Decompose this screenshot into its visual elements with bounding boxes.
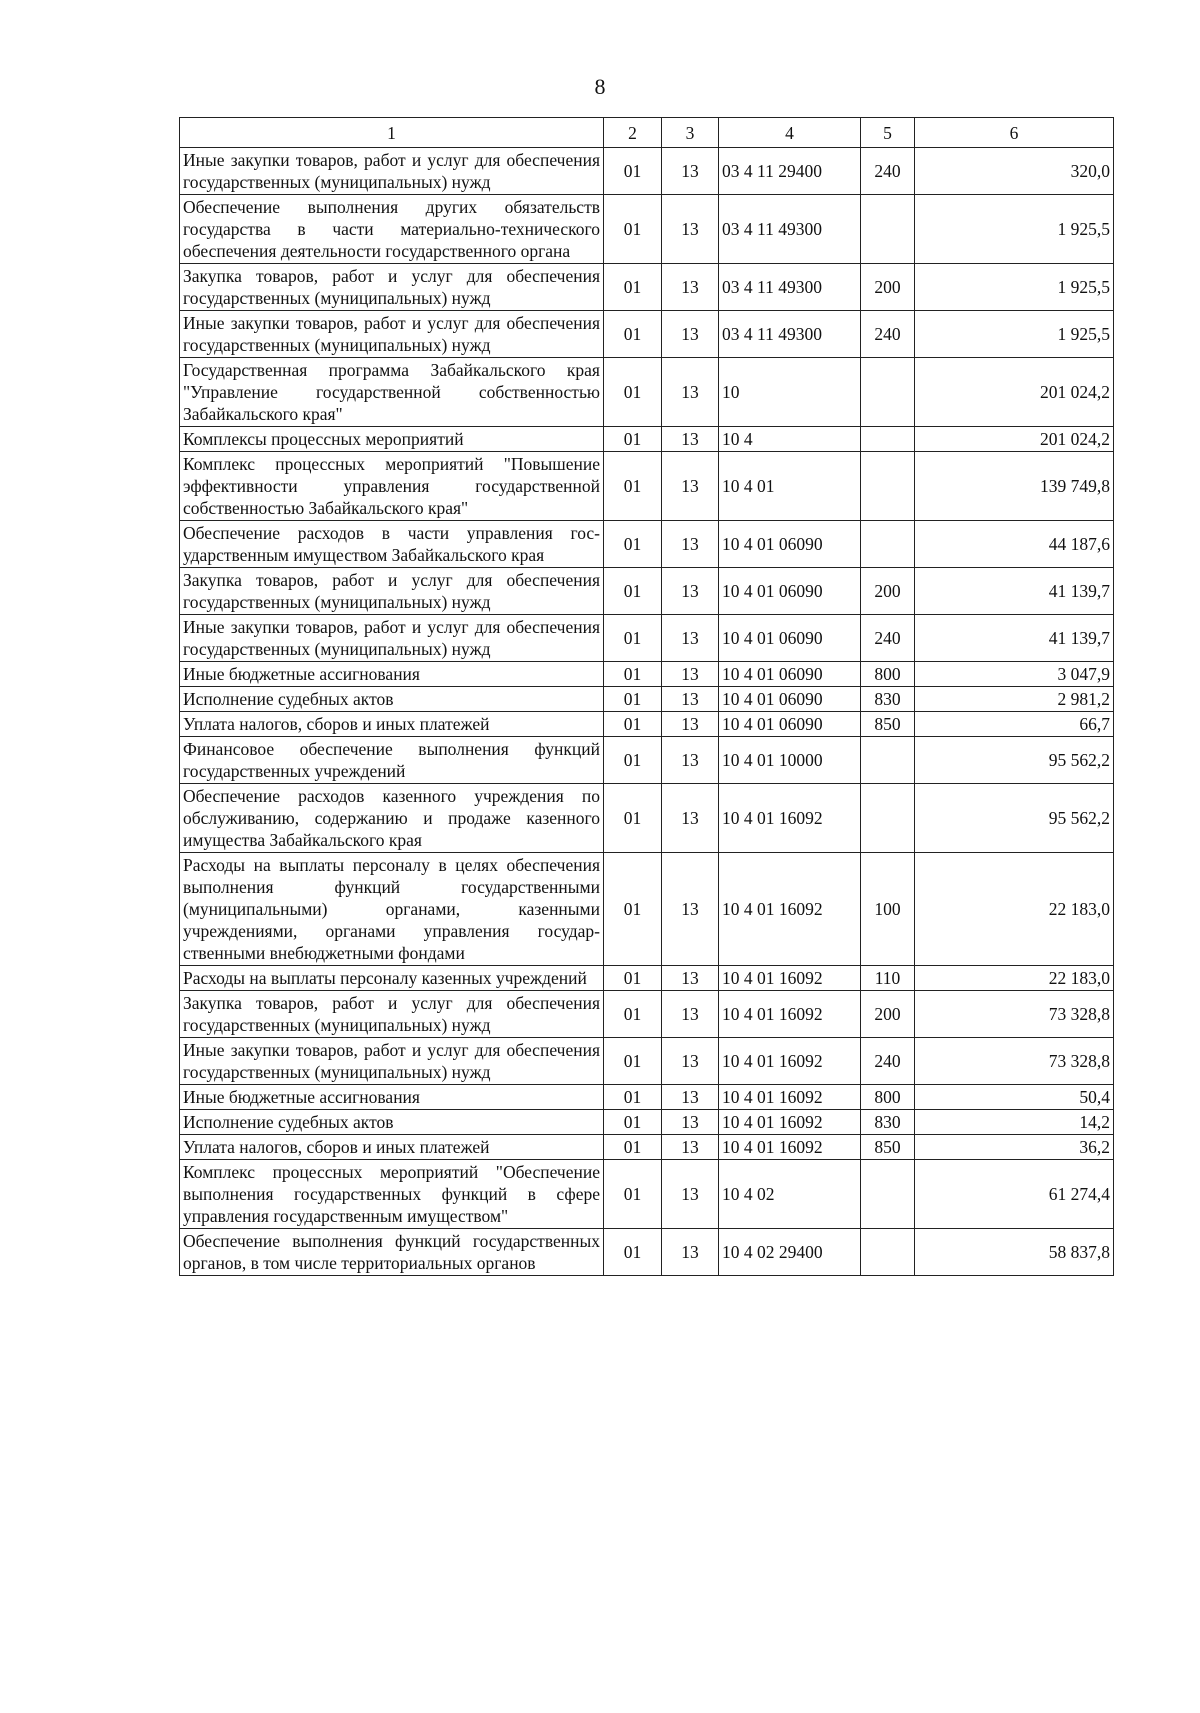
table-row (180, 568, 1114, 615)
amount-cell: 201 024,2 (915, 427, 1114, 452)
amount-cell: 44 187,6 (915, 521, 1114, 568)
section-code-cell: 01 (604, 853, 662, 966)
amount-cell: 22 183,0 (915, 966, 1114, 991)
expense-type-cell (861, 1229, 915, 1276)
section-code-cell: 01 (604, 1135, 662, 1160)
section-code-cell: 01 (604, 966, 662, 991)
table-row (180, 311, 1114, 358)
target-article-cell: 10 4 01 16092 (719, 1085, 861, 1110)
column-header-2: 2 (604, 118, 662, 148)
table-row (180, 1229, 1114, 1276)
amount-cell: 1 925,5 (915, 311, 1114, 358)
table-row (180, 1135, 1114, 1160)
target-article-cell: 10 4 01 (719, 452, 861, 521)
subsection-code-cell: 13 (662, 1110, 719, 1135)
expense-type-cell: 830 (861, 687, 915, 712)
section-code-cell: 01 (604, 784, 662, 853)
expense-type-cell: 100 (861, 853, 915, 966)
expense-type-cell: 830 (861, 1110, 915, 1135)
expense-type-cell: 200 (861, 991, 915, 1038)
expense-type-cell (861, 427, 915, 452)
row-name-cell: Государственная программа Забайкальского края "Управление государственной собственностью Забайкальского края" (180, 358, 604, 427)
subsection-code-cell: 13 (662, 737, 719, 784)
subsection-code-cell: 13 (662, 853, 719, 966)
target-article-cell: 10 4 01 06090 (719, 615, 861, 662)
subsection-code-cell: 13 (662, 195, 719, 264)
section-code-cell: 01 (604, 737, 662, 784)
amount-cell: 1 925,5 (915, 195, 1114, 264)
header-row (180, 118, 1114, 148)
expense-type-cell: 240 (861, 311, 915, 358)
table-row (180, 1110, 1114, 1135)
section-code-cell: 01 (604, 148, 662, 195)
section-code-cell: 01 (604, 452, 662, 521)
target-article-cell: 10 4 01 06090 (719, 568, 861, 615)
table-header (180, 118, 1114, 148)
row-name-cell: Финансовое обеспечение выполнения функций государственных учреждений (180, 737, 604, 784)
target-article-cell: 03 4 11 49300 (719, 264, 861, 311)
target-article-cell: 10 4 01 06090 (719, 662, 861, 687)
subsection-code-cell: 13 (662, 712, 719, 737)
budget-table (179, 117, 1114, 1276)
table-row (180, 784, 1114, 853)
amount-cell: 36,2 (915, 1135, 1114, 1160)
section-code-cell: 01 (604, 991, 662, 1038)
row-name-cell: Расходы на выплаты персоналу казенных учреждений (180, 966, 604, 991)
table-row (180, 991, 1114, 1038)
target-article-cell: 10 4 01 06090 (719, 521, 861, 568)
subsection-code-cell: 13 (662, 662, 719, 687)
expense-type-cell: 200 (861, 568, 915, 615)
amount-cell: 1 925,5 (915, 264, 1114, 311)
subsection-code-cell: 13 (662, 784, 719, 853)
row-name-cell: Обеспечение выполнения других обязательств государства в части материально-технического обеспечения деятельности государственного органа (180, 195, 604, 264)
table-row (180, 1038, 1114, 1085)
row-name-cell: Закупка товаров, работ и услуг для обеспечения государственных (муниципальных) нужд (180, 568, 604, 615)
expense-type-cell (861, 1160, 915, 1229)
row-name-cell: Иные бюджетные ассигнования (180, 1085, 604, 1110)
subsection-code-cell: 13 (662, 311, 719, 358)
row-name-cell: Комплекс процессных мероприятий "Обеспечение выполнения государственных функций в сфере управления государственным имуществом" (180, 1160, 604, 1229)
target-article-cell: 10 4 01 16092 (719, 1135, 861, 1160)
expense-type-cell: 850 (861, 1135, 915, 1160)
section-code-cell: 01 (604, 1160, 662, 1229)
column-header-6: 6 (915, 118, 1114, 148)
expense-type-cell: 240 (861, 1038, 915, 1085)
expense-type-cell (861, 452, 915, 521)
amount-cell: 73 328,8 (915, 1038, 1114, 1085)
target-article-cell: 10 4 01 06090 (719, 712, 861, 737)
row-name-cell: Закупка товаров, работ и услуг для обеспечения государственных (муниципальных) нужд (180, 264, 604, 311)
row-name-cell: Обеспечение расходов казенного учреждения по обслуживанию, содержанию и продаже казенного имущества Забайкальского края (180, 784, 604, 853)
subsection-code-cell: 13 (662, 1229, 719, 1276)
row-name-cell: Иные закупки товаров, работ и услуг для обеспечения государственных (муниципальных) нужд (180, 148, 604, 195)
row-name-cell: Исполнение судебных актов (180, 1110, 604, 1135)
expense-type-cell: 800 (861, 1085, 915, 1110)
target-article-cell: 10 4 02 29400 (719, 1229, 861, 1276)
subsection-code-cell: 13 (662, 615, 719, 662)
amount-cell: 22 183,0 (915, 853, 1114, 966)
row-name-cell: Иные закупки товаров, работ и услуг для обеспечения государственных (муниципальных) нужд (180, 615, 604, 662)
subsection-code-cell: 13 (662, 991, 719, 1038)
section-code-cell: 01 (604, 195, 662, 264)
target-article-cell: 10 4 01 16092 (719, 853, 861, 966)
section-code-cell: 01 (604, 1038, 662, 1085)
subsection-code-cell: 13 (662, 452, 719, 521)
table-row (180, 148, 1114, 195)
subsection-code-cell: 13 (662, 148, 719, 195)
amount-cell: 41 139,7 (915, 568, 1114, 615)
section-code-cell: 01 (604, 521, 662, 568)
expense-type-cell: 850 (861, 712, 915, 737)
table-row (180, 966, 1114, 991)
table-row (180, 358, 1114, 427)
row-name-cell: Обеспечение выполнения функций государственных органов, в том числе территориальных органов (180, 1229, 604, 1276)
expense-type-cell (861, 737, 915, 784)
section-code-cell: 01 (604, 712, 662, 737)
subsection-code-cell: 13 (662, 264, 719, 311)
expense-type-cell (861, 784, 915, 853)
target-article-cell: 10 4 01 06090 (719, 687, 861, 712)
table-row (180, 1160, 1114, 1229)
target-article-cell: 10 4 01 10000 (719, 737, 861, 784)
section-code-cell: 01 (604, 1110, 662, 1135)
table-body (180, 148, 1114, 1276)
expense-type-cell: 200 (861, 264, 915, 311)
row-name-cell: Обеспечение расходов в части управления государственным имуществом Забайкальского края (180, 521, 604, 568)
subsection-code-cell: 13 (662, 966, 719, 991)
row-name-cell: Закупка товаров, работ и услуг для обеспечения государственных (муниципальных) нужд (180, 991, 604, 1038)
amount-cell: 139 749,8 (915, 452, 1114, 521)
row-name-cell: Иные бюджетные ассигнования (180, 662, 604, 687)
table-row (180, 195, 1114, 264)
table-row (180, 427, 1114, 452)
expense-type-cell: 240 (861, 615, 915, 662)
target-article-cell: 10 (719, 358, 861, 427)
column-header-1: 1 (180, 118, 604, 148)
section-code-cell: 01 (604, 311, 662, 358)
section-code-cell: 01 (604, 687, 662, 712)
table-row (180, 452, 1114, 521)
table-row (180, 687, 1114, 712)
section-code-cell: 01 (604, 1229, 662, 1276)
table-row (180, 853, 1114, 966)
target-article-cell: 10 4 (719, 427, 861, 452)
page-number: 8 (594, 74, 606, 99)
column-header-3: 3 (662, 118, 719, 148)
section-code-cell: 01 (604, 568, 662, 615)
expense-type-cell: 240 (861, 148, 915, 195)
target-article-cell: 10 4 01 16092 (719, 966, 861, 991)
amount-cell: 3 047,9 (915, 662, 1114, 687)
subsection-code-cell: 13 (662, 427, 719, 452)
section-code-cell: 01 (604, 615, 662, 662)
row-name-cell: Уплата налогов, сборов и иных платежей (180, 1135, 604, 1160)
target-article-cell: 10 4 02 (719, 1160, 861, 1229)
table-row (180, 615, 1114, 662)
row-name-cell: Уплата налогов, сборов и иных платежей (180, 712, 604, 737)
table-row (180, 712, 1114, 737)
amount-cell: 50,4 (915, 1085, 1114, 1110)
amount-cell: 320,0 (915, 148, 1114, 195)
expense-type-cell (861, 358, 915, 427)
target-article-cell: 10 4 01 16092 (719, 991, 861, 1038)
subsection-code-cell: 13 (662, 1135, 719, 1160)
table-row (180, 1085, 1114, 1110)
amount-cell: 2 981,2 (915, 687, 1114, 712)
amount-cell: 41 139,7 (915, 615, 1114, 662)
row-name-cell: Комплекс процессных мероприятий "Повышение эффективности управления государственной собственностью Забайкальского края" (180, 452, 604, 521)
section-code-cell: 01 (604, 358, 662, 427)
subsection-code-cell: 13 (662, 1085, 719, 1110)
row-name-cell: Исполнение судебных актов (180, 687, 604, 712)
subsection-code-cell: 13 (662, 1160, 719, 1229)
row-name-cell: Комплексы процессных мероприятий (180, 427, 604, 452)
target-article-cell: 03 4 11 49300 (719, 195, 861, 264)
subsection-code-cell: 13 (662, 568, 719, 615)
section-code-cell: 01 (604, 662, 662, 687)
subsection-code-cell: 13 (662, 521, 719, 568)
target-article-cell: 10 4 01 16092 (719, 784, 861, 853)
amount-cell: 95 562,2 (915, 784, 1114, 853)
subsection-code-cell: 13 (662, 358, 719, 427)
table-row (180, 737, 1114, 784)
amount-cell: 95 562,2 (915, 737, 1114, 784)
expense-type-cell (861, 521, 915, 568)
target-article-cell: 10 4 01 16092 (719, 1038, 861, 1085)
amount-cell: 66,7 (915, 712, 1114, 737)
target-article-cell: 03 4 11 49300 (719, 311, 861, 358)
amount-cell: 61 274,4 (915, 1160, 1114, 1229)
section-code-cell: 01 (604, 427, 662, 452)
section-code-cell: 01 (604, 264, 662, 311)
table-row (180, 521, 1114, 568)
amount-cell: 73 328,8 (915, 991, 1114, 1038)
amount-cell: 58 837,8 (915, 1229, 1114, 1276)
column-header-5: 5 (861, 118, 915, 148)
subsection-code-cell: 13 (662, 1038, 719, 1085)
expense-type-cell (861, 195, 915, 264)
table-row (180, 662, 1114, 687)
column-header-4: 4 (719, 118, 861, 148)
row-name-cell: Иные закупки товаров, работ и услуг для обеспечения государственных (муниципальных) нужд (180, 1038, 604, 1085)
row-name-cell: Расходы на выплаты персоналу в целях обеспечения выполнения функций государственными (муниципальными) органами, казенными учреждениями, органами управления государственными внебюджетными фондами (180, 853, 604, 966)
section-code-cell: 01 (604, 1085, 662, 1110)
target-article-cell: 03 4 11 29400 (719, 148, 861, 195)
subsection-code-cell: 13 (662, 687, 719, 712)
expense-type-cell: 110 (861, 966, 915, 991)
target-article-cell: 10 4 01 16092 (719, 1110, 861, 1135)
row-name-cell: Иные закупки товаров, работ и услуг для обеспечения государственных (муниципальных) нужд (180, 311, 604, 358)
amount-cell: 14,2 (915, 1110, 1114, 1135)
expense-type-cell: 800 (861, 662, 915, 687)
amount-cell: 201 024,2 (915, 358, 1114, 427)
table-row (180, 264, 1114, 311)
